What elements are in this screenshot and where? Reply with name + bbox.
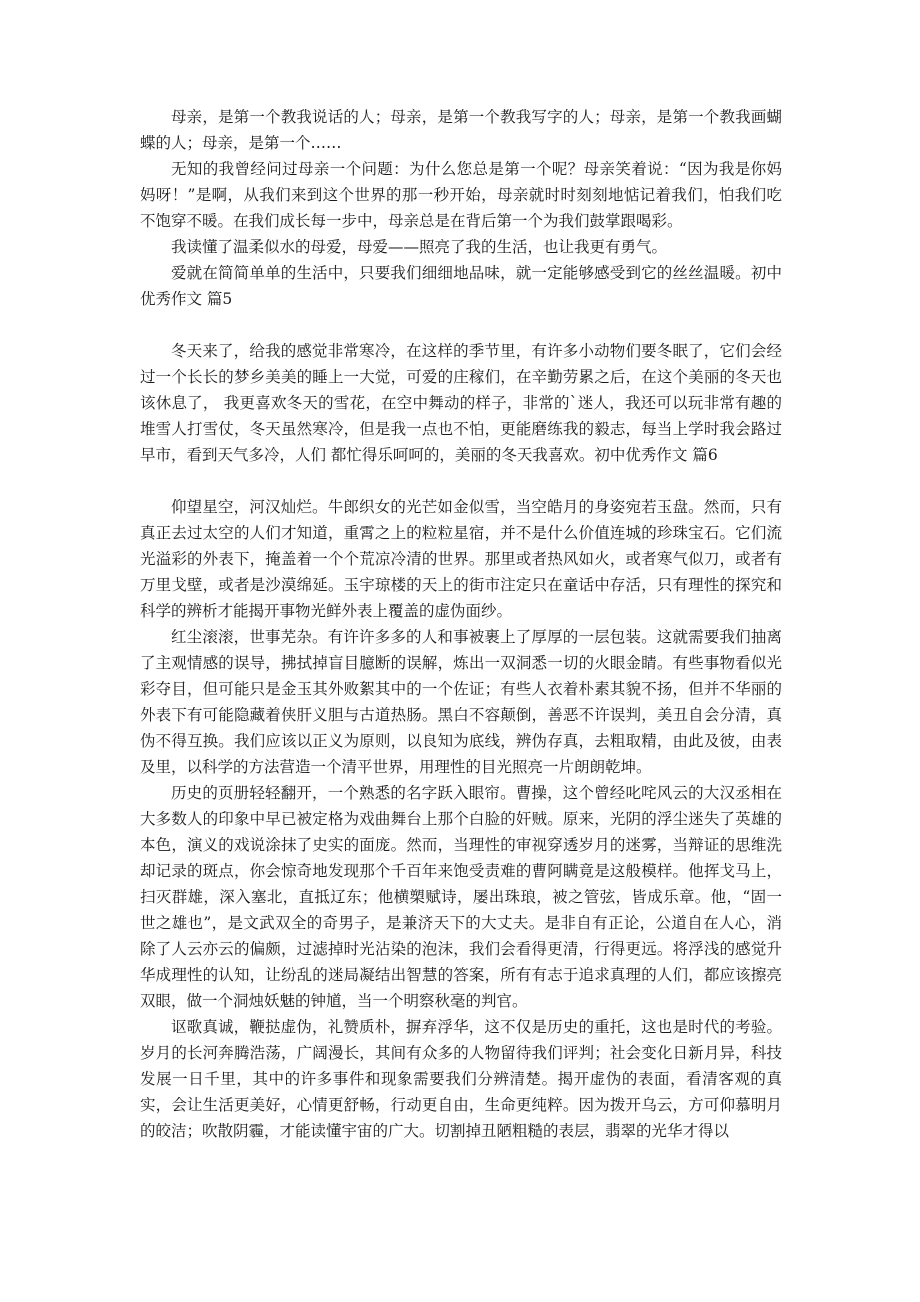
document-body (140, 104, 782, 1144)
paragraph-history-caocao: 历史的页册轻轻翻开，一个熟悉的名字跃入眼帘。曹操，这个曾经叱咤风云的大汉丞相在大多数人的印象中早已被定格为戏曲舞台上那个白脸的奸贼。原来，光阴的浮尘迷失了英雄的本色，演义的戏说涂抹了史实的面庞。然而，当理性的审视穿透岁月的迷雾，当辩证的思维洗却记录的斑点，你会惊奇地发现那个千百年来饱受责难的曹阿瞒竟是这般模样。他挥戈马上，扫灭群雄，深入塞北，直抵辽东；他横槊赋诗，屡出珠琅，被之管弦，皆成乐章。他，“固一世之雄也”，是文武双全的奇男子，是兼济天下的大丈夫。是非自有正论，公道自在人心，消除了人云亦云的偏颇，过滤掉时光沾染的泡沫，我们会看得更清，行得更远。将浮浅的感觉升华成理性的认知，让纷乱的迷局凝结出智慧的答案，所有有志于追求真理的人们，都应该擦亮双眼，做一个洞烛妖魅的钟馗，当一个明察秋毫的判官。 (140, 784, 782, 1010)
paragraph-mother-question: 无知的我曾经问过母亲一个问题：为什么您总是第一个呢？母亲笑着说：“因为我是你妈妈呀！”是啊，从我们来到这个世界的那一秒开始，母亲就时时刻刻地惦记着我们，怕我们吃不饱穿不暖。在我们成长每一步中，母亲总是在背后第一个为我们鼓掌跟喝彩。 (140, 160, 782, 230)
paragraph-mother-intro: 母亲，是第一个教我说话的人；母亲，是第一个教我写字的人；母亲，是第一个教我画蝴蝶的人；母亲，是第一个…… (140, 108, 782, 152)
paragraph-praise-sincerity: 讴歌真诚，鞭挞虚伪，礼赞质朴，摒弃浮华，这不仅是历史的重托，这也是时代的考验。岁月的长河奔腾浩荡，广阔漫长，其间有众多的人物留待我们评判；社会变化日新月异，科技发展一日千里，其中的许多事件和现象需要我们分辨清楚。揭开虚伪的表面，看清客观的真实，会让生活更美好，心情更舒畅，行动更自由，生命更纯粹。因为拨开乌云，方可仰慕明月的皎洁；吹散阴霾，才能读懂宇宙的广大。切割掉丑陋粗糙的表层，翡翠的光华才得以 (140, 1018, 782, 1140)
section-gap (140, 468, 782, 494)
paragraph-worldly-affairs: 红尘滚滚，世事芜杂。有许许多多的人和事被裹上了厚厚的一层包装。这就需要我们抽离了主观情感的误导，拂拭掉盲目臆断的误解，炼出一双洞悉一切的火眼金睛。有些事物看似光彩夺目，但可能只是金玉其外败絮其中的一个佐证；有些人衣着朴素其貌不扬，但并不华丽的外表下有可能隐藏着侠肝义胆与古道热肠。黑白不容颠倒，善恶不许误判，美丑自会分清，真伪不得互换。我们应该以正义为原则，以良知为底线，辨伪存真，去粗取精，由此及彼，由表及里，以科学的方法营造一个清平世界，用理性的目光照亮一片朗朗乾坤。 (140, 628, 782, 776)
section-gap (140, 312, 782, 338)
paragraph-starry-sky: 仰望星空，河汉灿烂。牛郎织女的光芒如金似雪，当空皓月的身姿宛若玉盘。然而，只有真正去过太空的人们才知道，重霄之上的粒粒星宿，并不是什么价值连城的珍珠宝石。它们流光溢彩的外表下，掩盖着一个个荒凉冷清的世界。那里或者热风如火，或者寒气似刀，或者有万里戈壁，或者是沙漠绵延。玉宇琼楼的天上的街市注定只在童话中存活，只有理性的探究和科学的辨析才能揭开事物光鲜外表上覆盖的虚伪面纱。 (140, 498, 782, 620)
paragraph-mother-love: 我读懂了温柔似水的母爱，母爱——照亮了我的生活，也让我更有勇气。 (171, 238, 668, 256)
paragraph-essay-5-heading: 爱就在简简单单的生活中，只要我们细细地品味，就一定能够感受到它的丝丝温暖。初中优秀作文 篇5 (140, 264, 782, 308)
paragraph-winter: 冬天来了，给我的感觉非常寒冷，在这样的季节里，有许多小动物们要冬眠了，它们会经过一个长长的梦乡美美的睡上一大觉，可爱的庄稼们，在辛勤劳累之后，在这个美丽的冬天也该休息了， 我更喜欢冬天的雪花，在空中舞动的样子，非常的`迷人，我还可以玩非常有趣的堆雪人打雪仗，冬天虽然寒冷，但是我一点也不怕，更能磨练我的毅志，每当上学时我会路过早市，看到天气多冷，人们 都忙得乐呵呵的，美丽的冬天我喜欢。初中优秀作文 篇6 (140, 342, 782, 464)
